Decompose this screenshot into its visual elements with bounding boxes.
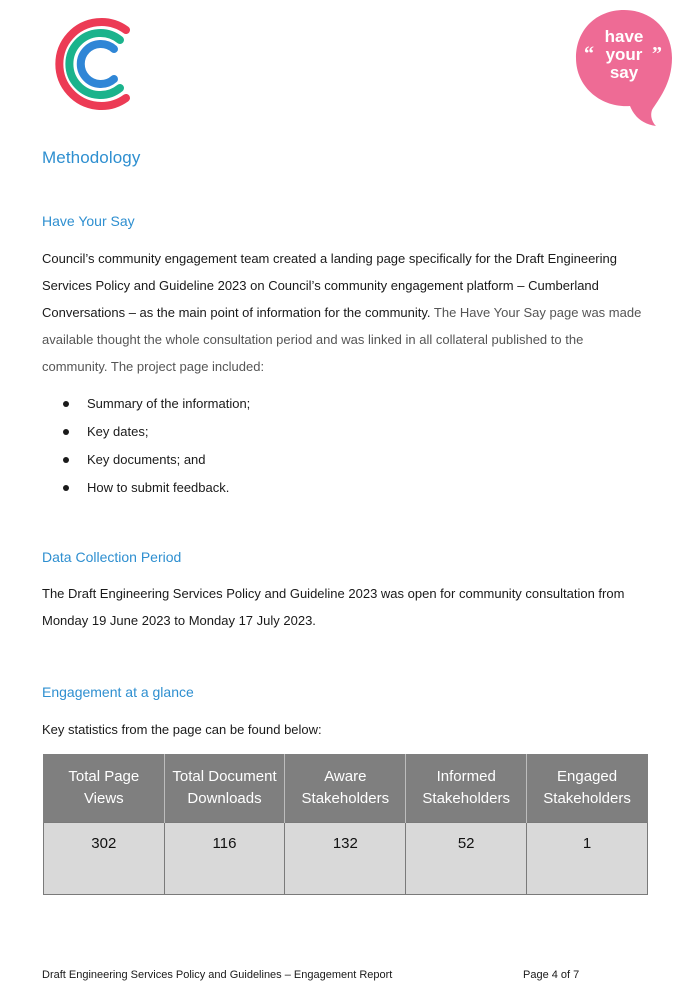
section-title-data-collection: Data Collection Period — [42, 549, 182, 565]
list-item: How to submit feedback. — [42, 474, 250, 502]
list-item: Key documents; and — [42, 446, 250, 474]
bullet-icon — [63, 401, 69, 407]
bullet-icon — [63, 485, 69, 491]
list-item: Summary of the information; — [42, 390, 250, 418]
project-page-list — [42, 390, 250, 502]
header-informed-stakeholders: Informed Stakeholders — [406, 754, 527, 823]
section-title-engagement: Engagement at a glance — [42, 684, 194, 700]
section-title-have-your-say: Have Your Say — [42, 213, 135, 229]
header-aware-stakeholders: Aware Stakeholders — [285, 754, 406, 823]
page-title: Methodology — [42, 148, 141, 167]
paragraph-grey-text: The Have Your Say page was made available thought the whole consultation period and was linked in all collateral published to the community. The project page included: — [42, 305, 642, 374]
list-item: Key dates; — [42, 418, 250, 446]
bullet-icon — [63, 457, 69, 463]
header-document-downloads: Total Document Downloads — [164, 754, 285, 823]
value-page-views: 302 — [44, 823, 165, 895]
table-row — [44, 823, 648, 895]
engagement-stats-table — [43, 754, 648, 895]
footer-page-number: Page 4 of 7 — [523, 969, 580, 981]
header-engaged-stakeholders: Engaged Stakeholders — [527, 754, 648, 823]
close-quote-icon: ” — [652, 43, 662, 65]
value-document-downloads: 116 — [164, 823, 285, 895]
engagement-intro: Key statistics from the page can be found below: — [42, 722, 322, 737]
logo-word-say: say — [609, 63, 639, 82]
paragraph-main-text: Council’s community engagement team created a landing page specifically for the Draft Engineering Services Policy and Guideline 2023 on Council’s community engagement platform – Cumberland Conversations – as the main point of information for the community. — [42, 251, 617, 320]
value-engaged-stakeholders: 1 — [527, 823, 648, 895]
data-collection-paragraph: The Draft Engineering Services Policy and Guideline 2023 was open for community consultation from Monday 19 June 2023 to Monday 17 July 2023. — [42, 586, 625, 628]
footer-document-title: Draft Engineering Services Policy and Guidelines – Engagement Report — [42, 969, 393, 981]
value-informed-stakeholders: 52 — [406, 823, 527, 895]
have-your-say-paragraph — [42, 245, 642, 380]
have-your-say-logo — [572, 6, 676, 130]
cumberland-logo — [48, 16, 140, 112]
table-header-row — [44, 754, 648, 823]
value-aware-stakeholders: 132 — [285, 823, 406, 895]
logo-word-your: your — [605, 45, 643, 64]
bullet-icon — [63, 429, 69, 435]
open-quote-icon: “ — [584, 43, 594, 65]
logo-word-have: have — [604, 27, 644, 46]
header-page-views: Total Page Views — [44, 754, 165, 823]
